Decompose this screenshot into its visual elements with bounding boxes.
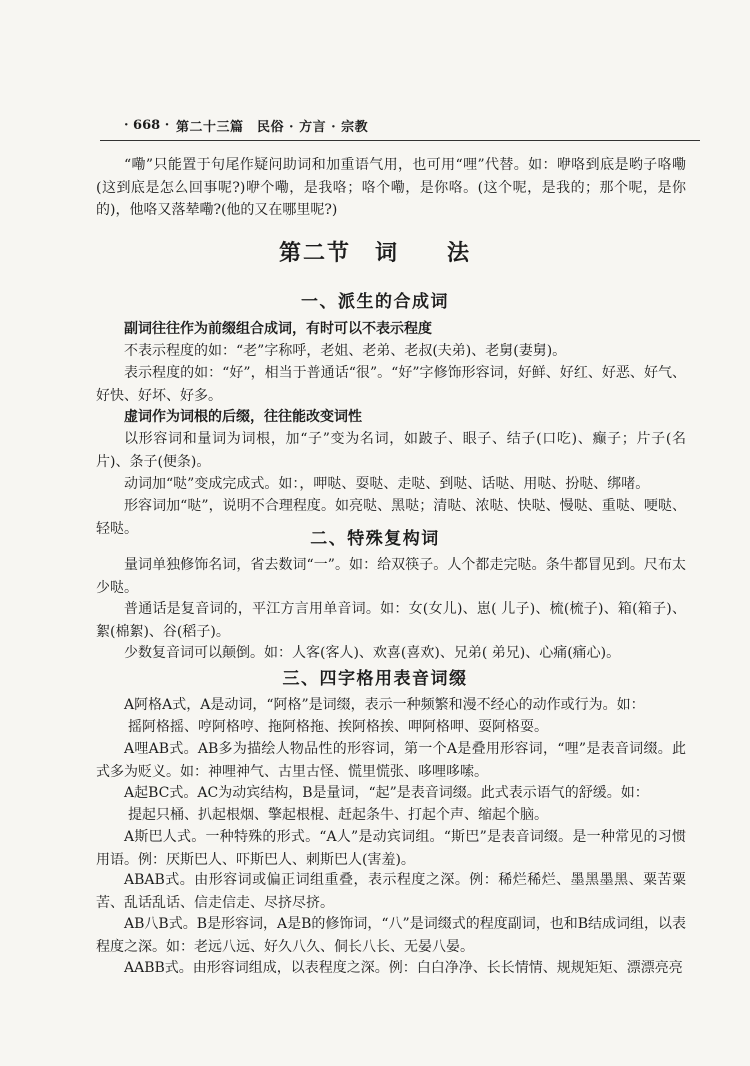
part3-paragraph-4: A斯巴人式。一种特殊的形式。“A人”是动宾词组。“斯巴”是表音词缀。是一种常见的习惯用语。例：厌斯巴人、吓斯巴人、刺斯巴人(害羞)。 (96, 829, 686, 868)
part1-subhead-2: 虚词作为词根的后缀，往往能改变词性 (124, 409, 362, 425)
running-title: 第二十三篇 民俗 · 方言 · 宗教 (176, 120, 369, 135)
part3-title: 三、四字格用表音词缀 (282, 669, 468, 689)
header-rule (100, 140, 700, 141)
part1-paragraph-3: 以形容词和量词为词根，加“子”变为名词，如跛子、眼子、结子(口吃)、癫子；片子(名片)、条子(便条)。 (96, 431, 686, 470)
part3-paragraph-1: A阿格A式，A是动词，“阿格”是词缀，表示一种频繁和漫不经心的动作或行为。如： (124, 697, 645, 713)
part1-paragraph-2: 表示程度的如：“好”，相当于普通话“很”。“好”字修饰形容词，好鲜、好红、好恶、好气、好快、好坏、好多。 (96, 365, 686, 404)
running-head (124, 116, 684, 135)
intro-paragraph: “嘞”只能置于句尾作疑问助词和加重语气用，也可用“哩”代替。如：咿咯到底是哟子咯嘞(这到底是怎么回事呢?)咿个嘞，是我咯；咯个嘞，是你咯。(这个呢，是我的；那个呢，是你的)，他咯又落辇嘞?(他的又在哪里呢?) (96, 157, 686, 219)
part3-paragraph-6: AB八B式。B是形容词，A是B的修饰词，“八”是词缀式的程度副词，也和B结成词组，以表程度之深。如：老远八远、好久八久、侗长八长、无晏八晏。 (96, 916, 686, 955)
section-title: 第二节 词 法 (278, 241, 471, 266)
part1-title: 一、派生的合成词 (301, 292, 449, 312)
part1-paragraph-1: 不表示程度的如：“老”字称呼，老姐、老弟、老叔(夫弟)、老舅(妻舅)。 (124, 343, 567, 359)
part3-paragraph-5: ABAB式。由形容词或偏正词组重叠，表示程度之深。例：稀烂稀烂、墨黑墨黑、粟苦粟苦、乱话乱话、信走信走、尽挤尽挤。 (96, 872, 686, 911)
page-number: · 668 · (124, 118, 170, 133)
part3-paragraph-3: A起BC式。AC为动宾结构，B是量词，“起”是表音词缀。此式表示语气的舒缓。如： (124, 785, 649, 801)
part2-title: 二、特殊复构词 (310, 529, 440, 549)
part2-paragraph-1: 量词单独修饰名词，省去数词“一”。如：给双筷子。人个都走完哒。条牛都冒见到。尺布太少哒。 (96, 557, 686, 596)
part1-subhead-1: 副词往往作为前缀组合成词，有时可以不表示程度 (124, 321, 432, 337)
part2-paragraph-3: 少数复音词可以颠倒。如：人客(客人)、欢喜(喜欢)、兄弟( 弟兄)、心痛(痛心)。 (124, 645, 621, 661)
part1-paragraph-5: 形容词加“哒”，说明不合理程度。如亮哒、黑哒；清哒、浓哒、快哒、慢哒、重哒、哽哒、轻哒。 (96, 498, 686, 537)
part2-paragraph-2: 普通话是复音词的，平江方言用单音词。如：女(女儿)、崽( 儿子)、梳(梳子)、箱(箱子)、絮(棉絮)、谷(稻子)。 (96, 601, 686, 640)
part3-paragraph-7: AABB式。由形容词组成，以表程度之深。例：白白净净、长长情情、规规矩矩、漂漂亮亮 (124, 960, 683, 976)
part3-paragraph-2: A哩AB式。AB多为描绘人物品性的形容词，第一个A是叠用形容词，“哩”是表音词缀。此式多为贬义。如：神哩神气、古里古怪、慌里慌张、哆哩哆嗦。 (96, 741, 686, 780)
part3-example-1: 摇阿格摇、哼阿格哼、拖阿格拖、挨阿格挨、呷阿格呷、耍阿格耍。 (128, 719, 548, 735)
part3-example-2: 提起只桶、扒起根烟、擎起根棍、赶起条牛、打起个声、缩起个脑。 (128, 807, 548, 823)
part1-paragraph-4: 动词加“哒”变成完成式。如：，呷哒、耍哒、走哒、到哒、话哒、用哒、扮哒、绑啫。 (124, 476, 650, 492)
